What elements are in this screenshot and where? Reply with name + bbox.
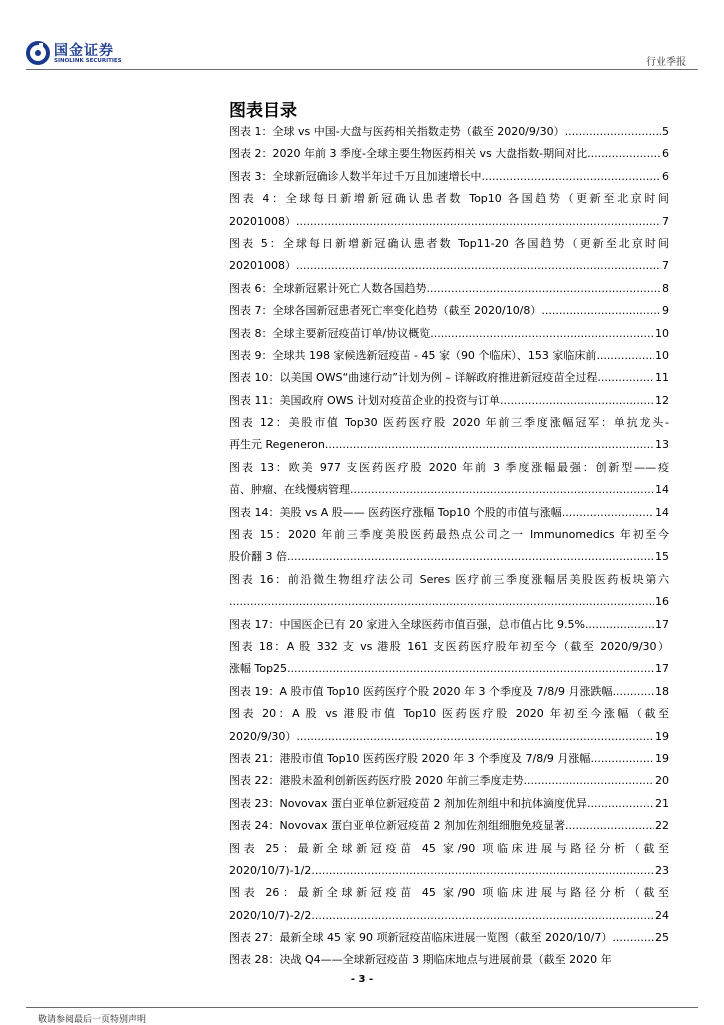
toc-entry-text: 图表 16：前沿微生物组疗法公司 Seres 医疗前三季度涨幅居美股医药板块第六: [229, 572, 669, 586]
toc-entry-text: 2020/10/7)-2/2: [229, 908, 312, 922]
brand-name-en: SINOLINK SECURITIES: [54, 58, 122, 64]
toc-entry[interactable]: [229, 345, 669, 367]
toc-entry[interactable]: [229, 390, 669, 412]
toc-entry-text: 图表 5：全球每日新增新冠确认患者数 Top11-20 各国趋势（更新至北京时间: [229, 236, 669, 250]
toc-entry[interactable]: [229, 703, 669, 748]
toc-leader-dots: [325, 434, 654, 456]
toc-entry[interactable]: [229, 524, 669, 569]
toc-leader-dots: [587, 143, 661, 165]
toc-entry[interactable]: [229, 927, 669, 949]
toc-leader-dots: [287, 658, 654, 680]
toc-leader-dots: [430, 323, 654, 345]
toc-entry[interactable]: [229, 569, 669, 614]
toc-leader-dots: [587, 793, 654, 815]
toc-entry-line: [229, 188, 669, 210]
toc-entry-line: [229, 166, 669, 188]
toc-entry-text: 2020/9/30）: [229, 729, 297, 743]
toc-page-number: 7: [662, 214, 669, 228]
toc-entry-line: [229, 726, 669, 748]
toc-entry-text: 涨幅 Top25: [229, 662, 288, 676]
toc-entry[interactable]: [229, 457, 669, 502]
toc-entry-text: 20201008）: [229, 214, 296, 228]
toc-leader-dots: [596, 345, 654, 367]
toc-page-number: 8: [662, 281, 669, 295]
toc-entry-text: 图表 3：全球新冠确诊人数半年过千万且加速增长中: [229, 169, 482, 183]
toc-entry-text: 图表 1：全球 vs 中国-大盘与医药相关指数走势（截至 2020/9/30）: [229, 125, 565, 138]
toc-page-number: 9: [662, 304, 669, 318]
toc-leader-dots: [311, 860, 654, 882]
toc-entry-line: [229, 815, 669, 837]
toc-entry[interactable]: [229, 882, 669, 927]
toc-page-number: 14: [655, 505, 669, 519]
toc-leader-dots: [500, 390, 654, 412]
toc-entry[interactable]: [229, 233, 669, 278]
toc-entry[interactable]: [229, 323, 669, 345]
toc-entry-line: [229, 255, 669, 277]
toc-entry[interactable]: [229, 681, 669, 703]
toc-entry-text: 股价翻 3 倍: [229, 550, 287, 564]
toc-entry-line: [229, 860, 669, 882]
toc-page-number: 10: [655, 326, 669, 340]
toc-entry-line: [229, 591, 669, 613]
toc-entry-text: 再生元 Regeneron: [229, 438, 325, 452]
toc-entry[interactable]: [229, 166, 669, 188]
toc-leader-dots: [612, 927, 654, 949]
toc-leader-dots: [565, 815, 654, 837]
toc-entry-text: 图表 25：最新全球新冠疫苗 45 家/90 项临床进展与路径分析（截至: [229, 841, 669, 855]
brand-logo: [26, 38, 136, 68]
toc-leader-dots: [562, 502, 654, 524]
toc-leader-dots: [287, 546, 654, 568]
toc-page-number: 18: [655, 684, 669, 698]
toc-entry-line: [229, 614, 669, 636]
toc-page-number: 5: [662, 125, 669, 138]
toc-leader-dots: [229, 591, 654, 613]
footer-divider: [26, 1007, 698, 1008]
toc-entry-line: [229, 345, 669, 367]
toc-entry-line: [229, 434, 669, 456]
toc-entry-line: [229, 681, 669, 703]
toc-entry-line: [229, 412, 669, 434]
toc-entry-line: [229, 949, 669, 971]
toc-entry-line: [229, 233, 669, 255]
toc-entry-text: 图表 21：港股市值 Top10 医药医疗股 2020 年 3 个季度及 7/8/9 月涨幅: [229, 751, 591, 765]
toc-page-number: 13: [655, 438, 669, 452]
toc-entry-line: [229, 323, 669, 345]
toc-page-number: 7: [662, 259, 669, 273]
table-of-figures: [229, 121, 669, 972]
toc-entry-text: 图表 28：决战 Q4——全球新冠疫苗 3 期临床地点与进展前景（截至 2020 年: [229, 953, 612, 967]
toc-page-number: 10: [655, 348, 669, 362]
toc-entry-line: [229, 882, 669, 904]
toc-entry[interactable]: [229, 300, 669, 322]
toc-entry-text: 图表 11：美国政府 OWS 计划对疫苗企业的投资与订单: [229, 393, 501, 407]
toc-leader-dots: [565, 121, 661, 143]
toc-entry-line: [229, 502, 669, 524]
disclaimer-note: 敬请参阅最后一页特别声明: [38, 1015, 147, 1025]
toc-entry-text: 20201008）: [229, 259, 296, 273]
toc-entry-text: 图表 10：以美国 OWS“曲速行动”计划为例 – 详解政府推进新冠疫苗全过程: [229, 371, 598, 385]
toc-entry[interactable]: [229, 121, 669, 143]
toc-entry-text: 图表 12：美股市值 Top30 医药医疗股 2020 年前三季度涨幅冠军：单抗龙头-: [229, 416, 669, 430]
toc-page-number: 21: [655, 796, 669, 810]
page-number: - 3 -: [350, 974, 374, 985]
toc-entry-text: 图表 15：2020 年前三季度美股医药最热点公司之一 Immunomedics 年初至今: [229, 528, 669, 542]
toc-entry[interactable]: [229, 367, 669, 389]
toc-leader-dots: [523, 770, 654, 792]
toc-leader-dots: [590, 748, 654, 770]
toc-entry-text: 图表 26：最新全球新冠疫苗 45 家/90 项临床进展与路径分析（截至: [229, 886, 669, 900]
brand-name-cn: 国金证券: [54, 43, 114, 59]
toc-entry-line: [229, 211, 669, 233]
toc-page-number: 11: [655, 371, 669, 385]
toc-entry-text: 图表 13：欧美 977 支医药医疗股 2020 年前 3 季度涨幅最强：创新型——疫: [229, 460, 669, 474]
toc-leader-dots: [597, 367, 654, 389]
toc-page-number: 24: [655, 908, 669, 922]
sinolink-logo-icon: [26, 41, 50, 65]
toc-page-number: 22: [655, 819, 669, 833]
toc-leader-dots: [612, 681, 654, 703]
toc-leader-dots: [311, 905, 654, 927]
toc-page-number: 25: [655, 931, 669, 945]
toc-leader-dots: [427, 278, 662, 300]
toc-entry-line: [229, 703, 669, 725]
toc-entry-line: [229, 569, 669, 591]
toc-entry-text: 图表 7：全球各国新冠患者死亡率变化趋势（截至 2020/10/8）: [229, 304, 542, 318]
toc-entry-line: [229, 546, 669, 568]
toc-entry-text: 2020/10/7)-1/2: [229, 863, 312, 877]
toc-entry-line: [229, 770, 669, 792]
toc-entry-text: 图表 4：全球每日新增新冠确认患者数 Top10 各国趋势（更新至北京时间: [229, 192, 669, 206]
toc-entry-text: 图表 8：全球主要新冠疫苗订单/协议概览: [229, 326, 431, 340]
toc-entry-line: [229, 390, 669, 412]
toc-entry-text: 图表 14：美股 vs A 股—— 医药医疗涨幅 Top10 个股的市值与涨幅: [229, 505, 562, 519]
toc-entry-line: [229, 905, 669, 927]
toc-entry-text: 图表 27：最新全球 45 家 90 项新冠疫苗临床进展一览图（截至 2020/10/7）: [229, 931, 613, 945]
toc-entry[interactable]: [229, 188, 669, 233]
toc-entry[interactable]: [229, 949, 669, 971]
toc-page-number: 6: [662, 169, 669, 183]
toc-entry[interactable]: [229, 793, 669, 815]
toc-page-number: 20: [655, 774, 669, 788]
toc-entry[interactable]: [229, 614, 669, 636]
toc-entry-text: 图表 2：2020 年前 3 季度-全球主要生物医药相关 vs 大盘指数-期间对比: [229, 147, 588, 161]
toc-entry-text: 图表 18：A 股 332 支 vs 港股 161 支医药医疗股年初至今（截至 2020/9/30）: [229, 639, 669, 653]
toc-entry[interactable]: [229, 502, 669, 524]
toc-leader-dots: [482, 166, 662, 188]
toc-entry[interactable]: [229, 278, 669, 300]
toc-page-number: 17: [655, 662, 669, 676]
toc-entry-line: [229, 143, 669, 165]
toc-entry-text: 图表 22：港股未盈利创新医药医疗股 2020 年前三季度走势: [229, 774, 524, 788]
toc-entry[interactable]: [229, 815, 669, 837]
toc-page-number: 19: [655, 751, 669, 765]
toc-entry-text: 图表 20：A 股 vs 港股市值 Top10 医药医疗股 2020 年初至今涨幅（截至: [229, 707, 669, 721]
toc-entry[interactable]: [229, 748, 669, 770]
toc-entry-line: [229, 367, 669, 389]
toc-page-number: 17: [655, 617, 669, 631]
toc-entry[interactable]: [229, 838, 669, 883]
toc-page-number: 23: [655, 863, 669, 877]
toc-entry[interactable]: [229, 770, 669, 792]
toc-entry-line: [229, 838, 669, 860]
toc-entry-line: [229, 927, 669, 949]
toc-leader-dots: [296, 211, 661, 233]
toc-entry-line: [229, 793, 669, 815]
toc-entry-text: 图表 17：中国医企已有 20 家进入全球医药市值百强，总市值占比 9.5%: [229, 617, 585, 631]
toc-entry-line: [229, 121, 669, 143]
report-type: 行业季报: [646, 57, 686, 68]
toc-page-number: 6: [662, 147, 669, 161]
toc-entry-text: 图表 6：全球新冠累计死亡人数各国趋势: [229, 281, 427, 295]
toc-entry-line: [229, 278, 669, 300]
toc-entry[interactable]: [229, 143, 669, 165]
toc-page-number: 16: [655, 595, 669, 609]
toc-entry-line: [229, 479, 669, 501]
toc-page-number: 15: [655, 550, 669, 564]
toc-entry-text: 图表 23：Novovax 蛋白亚单位新冠疫苗 2 剂加佐剂组中和抗体滴度优异: [229, 796, 587, 810]
toc-entry-line: [229, 457, 669, 479]
header-divider: [26, 69, 698, 70]
toc-leader-dots: [296, 726, 654, 748]
toc-entry-line: [229, 658, 669, 680]
toc-leader-dots: [585, 614, 654, 636]
toc-entry-text: 图表 24：Novovax 蛋白亚单位新冠疫苗 2 剂加佐剂组细胞免疫显著: [229, 819, 565, 833]
toc-entry[interactable]: [229, 636, 669, 681]
toc-entry-line: [229, 524, 669, 546]
toc-entry[interactable]: [229, 412, 669, 457]
toc-entry-line: [229, 636, 669, 658]
toc-leader-dots: [350, 479, 654, 501]
page-header: [0, 0, 724, 70]
toc-entry-line: [229, 748, 669, 770]
toc-leader-dots: [541, 300, 661, 322]
toc-entry-line: [229, 300, 669, 322]
toc-page-number: 19: [655, 729, 669, 743]
toc-leader-dots: [296, 255, 661, 277]
toc-entry-text: 苗、肿瘤、在线慢病管理: [229, 483, 350, 497]
toc-page-number: 12: [655, 393, 669, 407]
toc-entry-text: 图表 19：A 股市值 Top10 医药医疗个股 2020 年 3 个季度及 7/8/9 月涨跌幅: [229, 684, 613, 698]
toc-page-number: 14: [655, 483, 669, 497]
toc-title: 图表目录: [229, 101, 297, 121]
toc-entry-text: 图表 9：全球共 198 家候选新冠疫苗 - 45 家（90 个临床）、153 家临床前: [229, 348, 597, 362]
